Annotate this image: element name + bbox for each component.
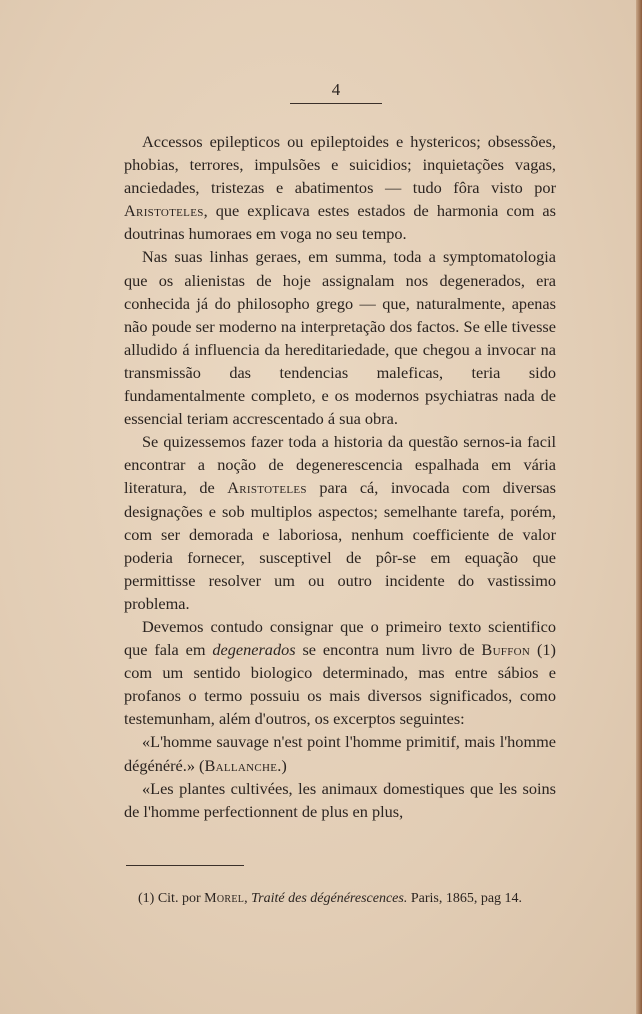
footnote-reference: (1) xyxy=(537,640,556,660)
page-edge xyxy=(636,0,642,1014)
footnote-marker: (1) xyxy=(138,891,155,906)
paragraph-3: Se quizessemos fazer toda a historia da questão sernos-ia facil encontrar a noção de degenerescencia espalhada em vária literatura, de Aristoteles para cá, invocada com diversas designações e sob multiplos aspectos; semelhante tarefa, porém, com ser demorada e laboriosa, nenhum coefficiente de valor poderia fornecer, susceptivel de pôr-se em equação que permittisse resolver um ou outro incidente do vastissimo problema. xyxy=(124,432,556,613)
emphasis: degenerados xyxy=(212,640,296,660)
paragraph-1: Accessos epilepticos ou epileptoides e hystericos; obsessões, phobias, terrores, impulsões e suicidios; inquietações vagas, anciedades, tristezas e abatimentos — tudo fôra visto por Aristoteles, que explicava estes estados de harmonia com as doutrinas humoraes em voga no seu tempo. xyxy=(124,132,556,244)
paragraph-4: Devemos contudo consignar que o primeiro texto scientifico que fala em degenerados se encontra num livro de Buffon (1) com um sentido biologico determinado, mas entre sábios e profanos o termo possuiu os mais diversos significados, como testemunham, além d'outros, os excerptos seguintes: xyxy=(124,616,556,729)
author-name: Buffon xyxy=(481,640,531,660)
paragraph-2: Nas suas linhas geraes, em summa, toda a symptomatologia que os alienistas de hoje assignalam nos degenerados, era conhecida já do philosopho grego — que, naturalmente, apenas não poude ser moderno na interpretação dos factos. Se elle tivesse alludido á influencia da hereditariedade, que chegou a invocar na transmissão das tendencias maleficas, teria sido fundamentalmente completo, e os modernos psychiatras nada de essencial teriam accrescentado á sua obra. xyxy=(124,247,556,429)
footnote-title: Traité des dégénérescences. xyxy=(251,891,408,906)
body-text xyxy=(124,130,556,823)
footnote-author: Morel xyxy=(204,891,245,906)
footnote: (1) Cit. por Morel, Traité des dégénérescences. Paris, 1865, pag 14. xyxy=(138,891,523,906)
quote-2: «Les plantes cultivées, les animaux domestiques que les soins de l'homme perfectionnent de plus en plus, xyxy=(124,778,556,821)
footnote-rule xyxy=(126,865,244,866)
author-name: Ballanche xyxy=(204,755,278,775)
author-name: Aristoteles xyxy=(227,478,307,498)
author-name: Aristoteles xyxy=(124,201,204,221)
page-number: 4 xyxy=(331,80,341,99)
quote-1: «L'homme sauvage n'est point l'homme primitif, mais l'homme dégénéré.» (Ballanche.) xyxy=(124,732,556,775)
header-rule xyxy=(290,103,382,104)
